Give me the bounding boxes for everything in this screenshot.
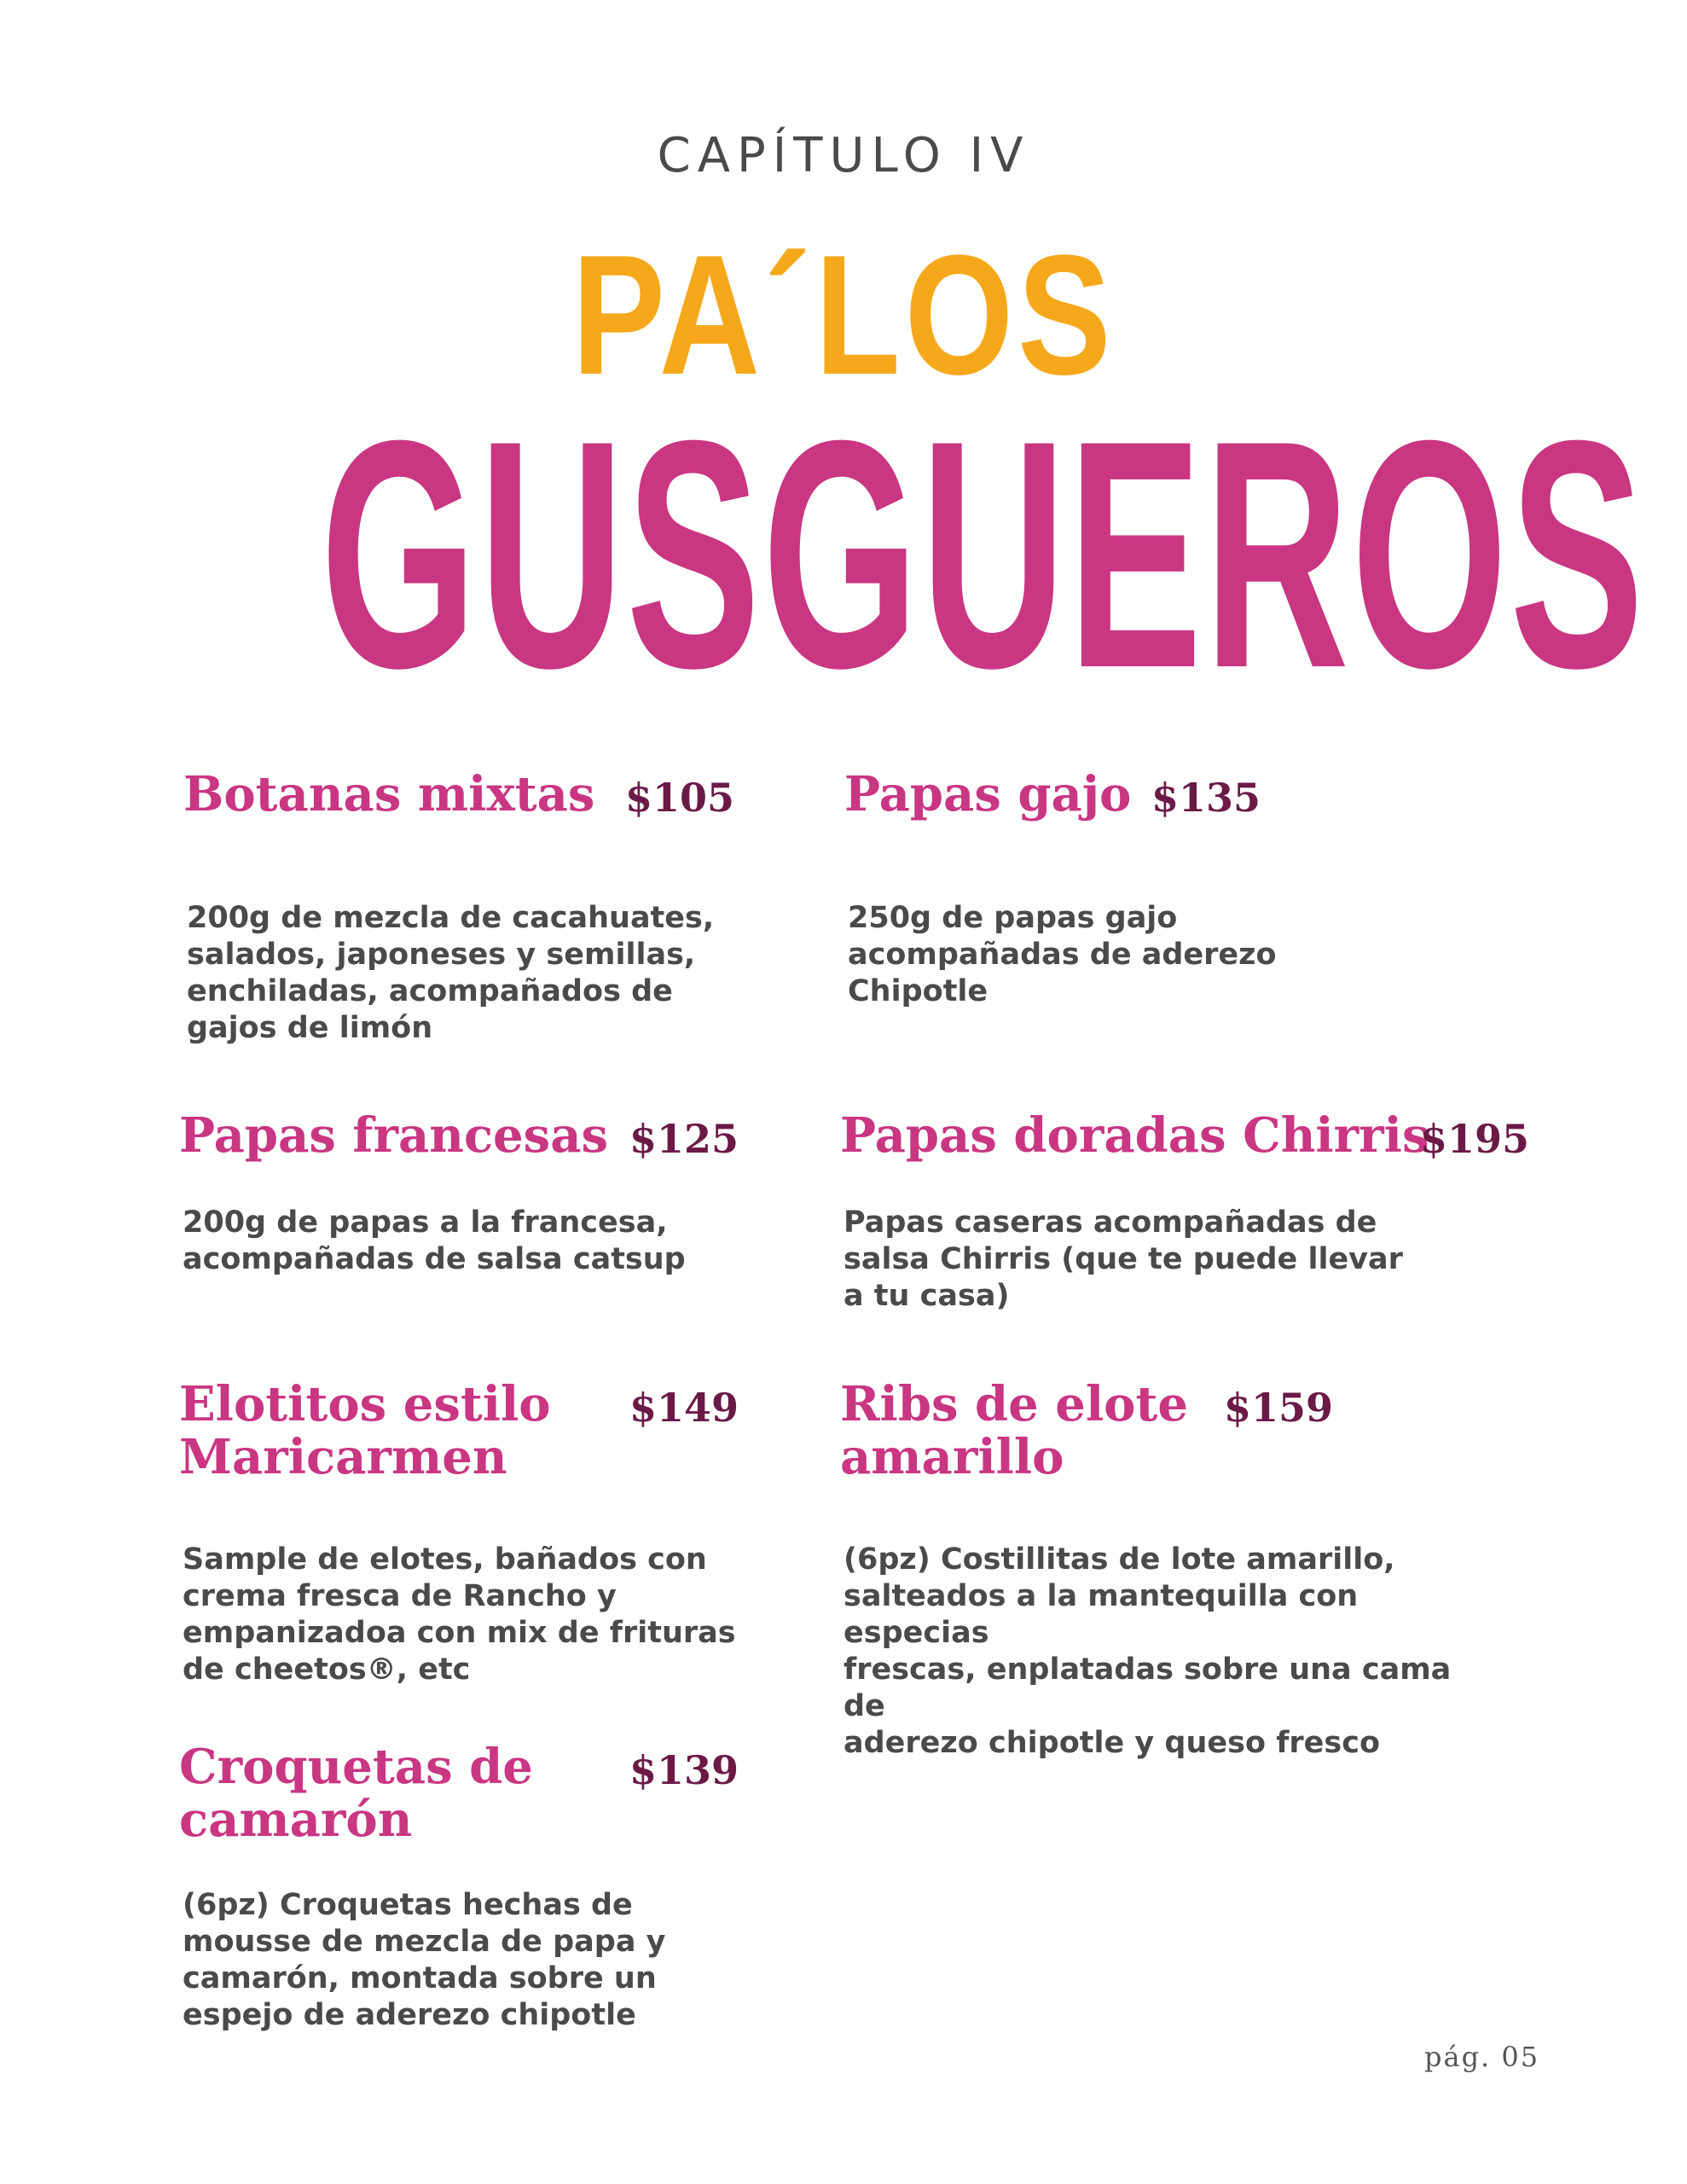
menu-item-elotitos bbox=[179, 1378, 759, 1702]
item-description: Papas caseras acompañadas de salsa Chirris (que te puede llevar a tu casa) bbox=[844, 1205, 1403, 1313]
menu-item-papas-francesas bbox=[179, 1109, 759, 1280]
item-price: $139 bbox=[629, 1747, 739, 1793]
item-name: Papas francesas bbox=[179, 1107, 609, 1164]
item-description: (6pz) Costillitas de lote amarillo, salteados a la mantequilla con especias frescas, enplatadas sobre una cama de aderezo chipotle y queso fresco bbox=[844, 1542, 1452, 1760]
chapter-heading: CAPÍTULO IV bbox=[657, 128, 1030, 183]
item-name: Elotitos estilo Maricarmen bbox=[179, 1376, 551, 1485]
item-price: $105 bbox=[625, 775, 735, 821]
item-name: Papas doradas Chirris bbox=[840, 1107, 1429, 1164]
item-price: $135 bbox=[1151, 775, 1261, 821]
menu-item-botanas-mixtas bbox=[183, 768, 746, 1058]
item-name: Botanas mixtas bbox=[183, 766, 595, 822]
item-description: 250g de papas gajo acompañadas de aderezo Chipotle bbox=[848, 901, 1277, 1008]
item-price: $159 bbox=[1224, 1385, 1334, 1431]
title-line-1: PA´LOS bbox=[571, 220, 1116, 410]
item-description: 200g de mezcla de cacahuates, salados, japoneses y semillas, enchiladas, acompañados de gajos de limón bbox=[187, 901, 715, 1045]
page-number: pág. 05 bbox=[1424, 2041, 1540, 2073]
item-price: $195 bbox=[1420, 1116, 1530, 1162]
item-description: 200g de papas a la francesa, acompañadas de salsa catsup bbox=[183, 1205, 686, 1276]
menu-item-papas-doradas-chirris bbox=[840, 1109, 1565, 1331]
item-price: $125 bbox=[629, 1116, 739, 1162]
item-price: $149 bbox=[629, 1385, 739, 1431]
item-name: Ribs de elote amarillo bbox=[840, 1376, 1189, 1485]
item-name: Papas gajo bbox=[844, 766, 1132, 822]
title-line-2: GUSGUEROS bbox=[320, 373, 1646, 735]
menu-item-croquetas-de-camaron bbox=[179, 1740, 759, 2065]
item-name: Croquetas de camarón bbox=[179, 1739, 533, 1848]
menu-item-ribs-de-elote bbox=[840, 1376, 1488, 1760]
item-description: Sample de elotes, bañados con crema fresca de Rancho y empanizadoa con mix de frituras de cheetos®, etc bbox=[183, 1542, 736, 1687]
item-description: (6pz) Croquetas hechas de mousse de mezcla de papa y camarón, montada sobre un espejo de aderezo chipotle bbox=[183, 1888, 666, 2032]
menu-item-papas-gajo bbox=[844, 768, 1373, 1024]
